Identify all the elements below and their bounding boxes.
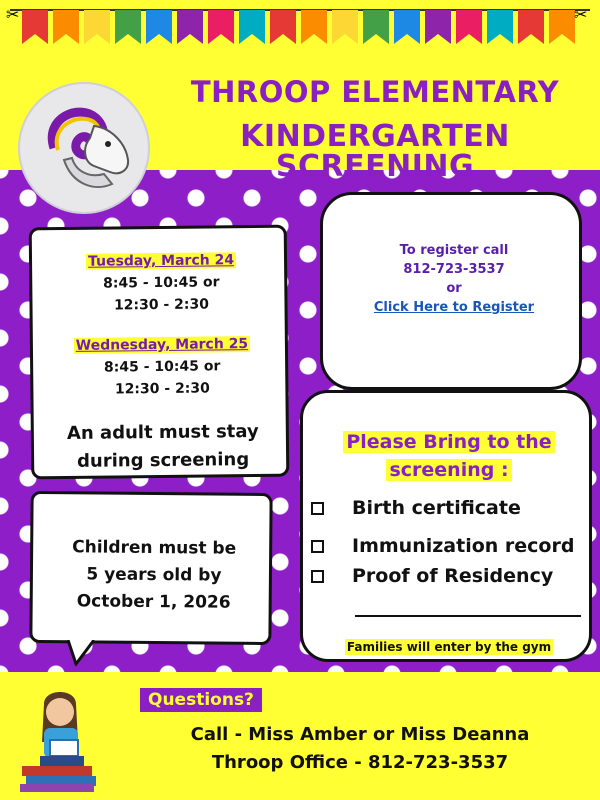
register-link[interactable]: Click Here to Register <box>373 300 535 315</box>
pennant-flag <box>270 10 296 44</box>
age-requirement-text <box>33 534 276 617</box>
scissors-icon: ✂ <box>574 5 588 24</box>
pennant-banner <box>0 0 600 60</box>
age-line2: 5 years old by <box>86 564 222 586</box>
contact-line2: Throop Office - 812-723-3537 <box>211 752 509 773</box>
checkbox-icon <box>311 570 324 583</box>
adult-note <box>34 418 293 477</box>
divider-line <box>355 615 581 617</box>
checklist-item <box>311 535 574 557</box>
pennant-flag <box>115 10 141 44</box>
pennant-flag <box>84 10 110 44</box>
pennant-flag <box>239 10 265 44</box>
pennant-flag <box>456 10 482 44</box>
register-or: or <box>446 281 462 296</box>
time-slot: 8:45 - 10:45 or <box>103 274 220 292</box>
register-phone: 812-723-3537 <box>403 262 505 277</box>
checkbox-icon <box>311 540 324 553</box>
ram-icon <box>24 88 144 208</box>
time-slot: 8:45 - 10:45 or <box>103 358 221 376</box>
checklist-item <box>311 497 521 519</box>
pennant-flag <box>53 10 79 44</box>
pennant-flag <box>208 10 234 44</box>
families-note: Families will enter by the gym <box>346 640 552 654</box>
scissors-icon: ✂ <box>6 5 20 24</box>
pennant-flag <box>425 10 451 44</box>
age-requirement-box <box>29 491 272 645</box>
bring-title-line1: Please Bring to the <box>303 431 595 453</box>
speech-tail <box>66 640 106 666</box>
pennant-flag <box>518 10 544 44</box>
pennant-flag <box>22 10 48 44</box>
time-slot: 12:30 - 2:30 <box>114 380 210 398</box>
bring-title-line2: screening : <box>303 459 595 481</box>
page-title-line1: THROOP ELEMENTARY <box>190 75 560 109</box>
contact-line1: Call - Miss Amber or Miss Deanna <box>190 724 530 745</box>
bring-list-box <box>300 390 592 662</box>
date-wednesday: Wednesday, March 25 <box>75 336 249 354</box>
ram-mascot-logo <box>18 82 150 214</box>
checkbox-icon <box>311 502 324 515</box>
age-line3: October 1, 2026 <box>76 591 231 613</box>
date-tuesday: Tuesday, March 24 <box>87 252 235 270</box>
schedule-box <box>29 225 290 480</box>
pennant-flag <box>363 10 389 44</box>
pennant-flag <box>146 10 172 44</box>
teacher-reading-avatar <box>14 684 114 794</box>
pennant-flag <box>487 10 513 44</box>
checklist-label: Proof of Residency <box>352 565 554 587</box>
register-box <box>320 192 582 390</box>
adult-note-line2: during screening <box>76 449 250 472</box>
checklist-item <box>311 565 553 587</box>
age-line1: Children must be <box>72 537 237 559</box>
pennant-flag <box>394 10 420 44</box>
questions-label: Questions? <box>140 688 262 712</box>
pennant-flag <box>332 10 358 44</box>
pennant-flag <box>177 10 203 44</box>
page-title-line2: KINDERGARTEN SCREENING <box>240 119 510 184</box>
pennant-flag <box>301 10 327 44</box>
register-call-text: To register call <box>399 243 509 258</box>
adult-note-line1: An adult must stay <box>66 420 259 444</box>
checklist-label: Immunization record <box>352 535 575 557</box>
time-slot: 12:30 - 2:30 <box>113 296 210 314</box>
checklist-label: Birth certificate <box>352 497 521 519</box>
pennant-flag <box>549 10 575 44</box>
